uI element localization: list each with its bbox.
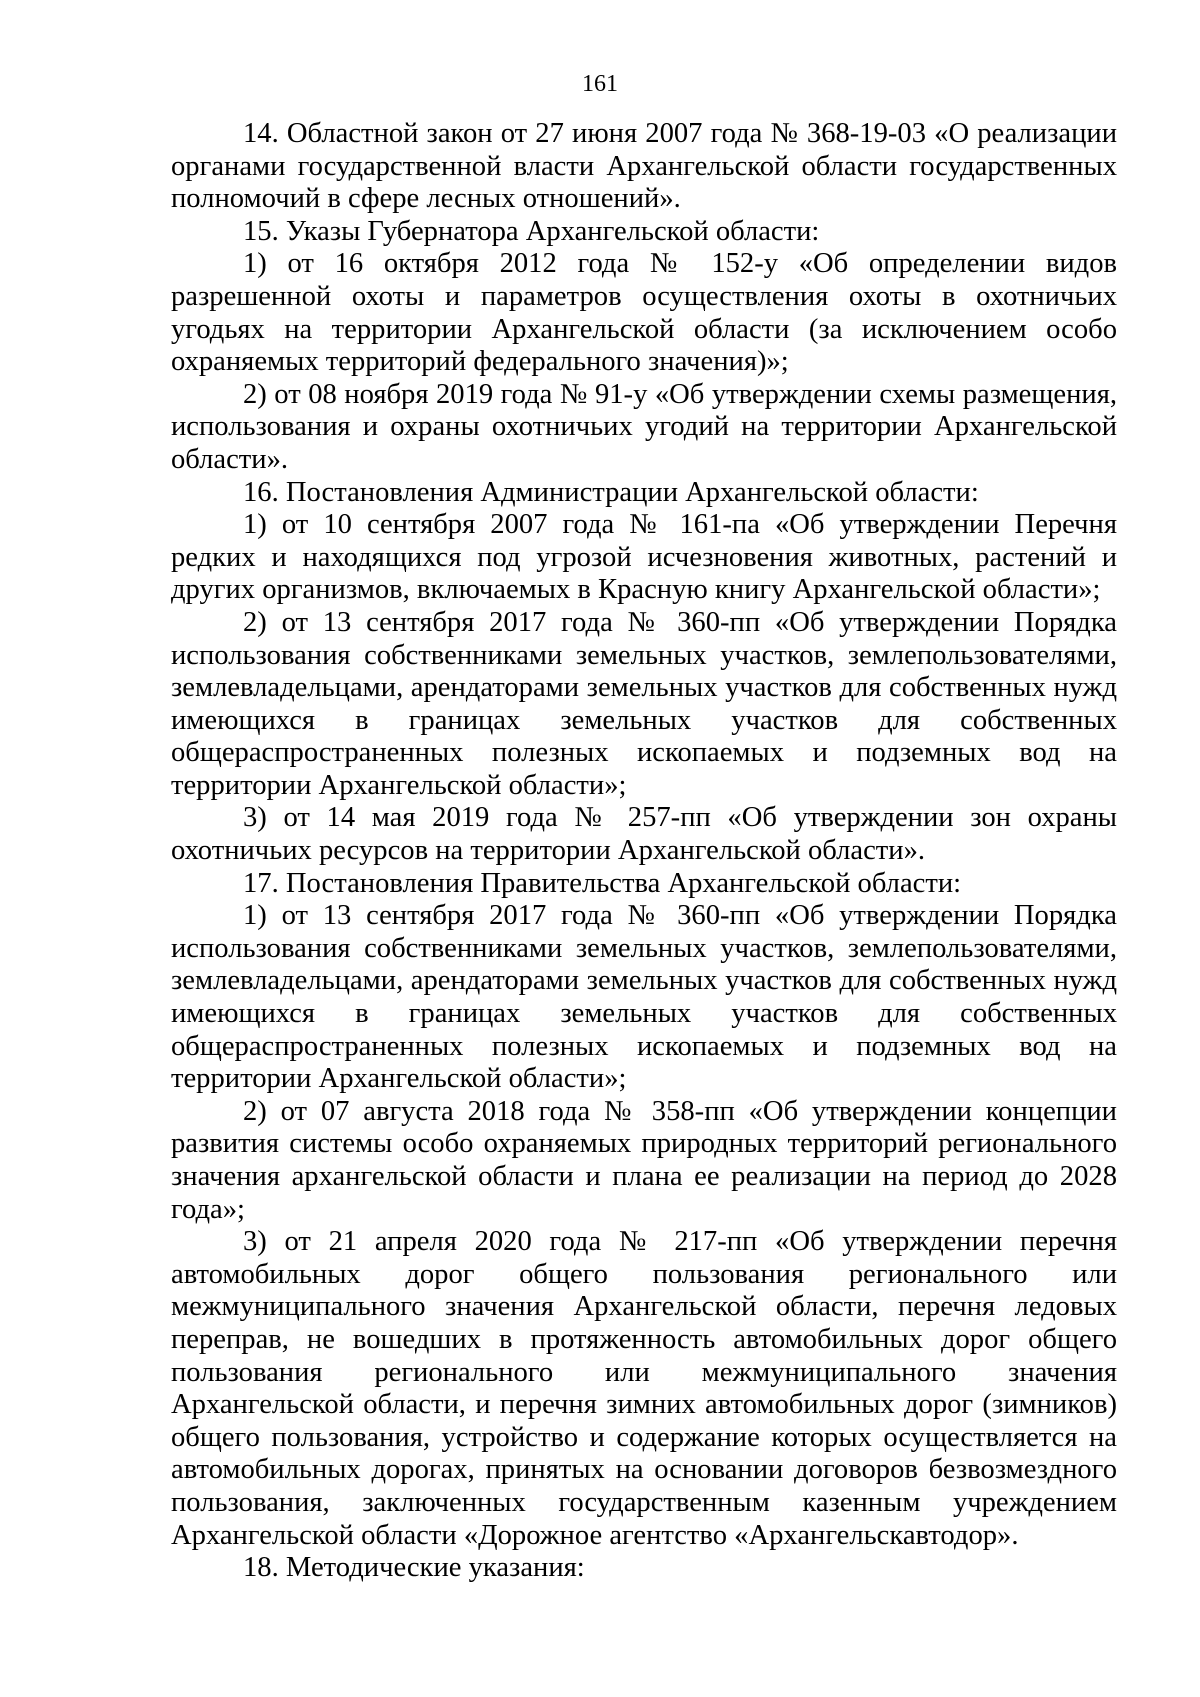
list-item: 2) от 07 августа 2018 года № 358-пп «Об утверждении концепции развития системы особо охраняемых природных территорий регионального значения архангельской области и плана ее реализации на период до 2028 года»; <box>171 1095 1117 1225</box>
list-item: 1) от 16 октября 2012 года № 152-у «Об определении видов разрешенной охоты и параметров осуществления охоты в охотничьих угодьях на территории Архангельской области (за исключением особо охраняемых территорий федерального значения)»; <box>171 248 1117 378</box>
heading-administration-resolutions-16: 16. Постановления Администрации Архангельской области: <box>243 476 979 508</box>
heading-methodical-guidelines-18: 18. Методические указания: <box>243 1552 585 1584</box>
heading-government-resolutions-17: 17. Постановления Правительства Архангельской области: <box>243 867 962 899</box>
paragraph-law-14: 14. Областной закон от 27 июня 2007 года № 368-19-03 «О реализации органами государственной власти Архангельской области государственных полномочий в сфере лесных отношений». <box>171 118 1117 215</box>
heading-governor-decrees-15: 15. Указы Губернатора Архангельской области: <box>243 215 820 247</box>
list-item: 2) от 13 сентября 2017 года № 360-пп «Об утверждении Порядка использования собственниками земельных участков, землепользователями, землевладельцами, арендаторами земельных участков для собственных нужд имеющихся в границах земельных участков для собственных общераспространенных полезных ископаемых и подземных вод на территории Архангельской области»; <box>171 606 1117 801</box>
document-body <box>171 118 1117 1585</box>
list-item: 1) от 13 сентября 2017 года № 360-пп «Об утверждении Порядка использования собственниками земельных участков, землепользователями, землевладельцами, арендаторами земельных участков для собственных нужд имеющихся в границах земельных участков для собственных общераспространенных полезных ископаемых и подземных вод на территории Архангельской области»; <box>171 900 1117 1095</box>
list-item: 3) от 21 апреля 2020 года № 217-пп «Об утверждении перечня автомобильных дорог общего пользования регионального или межмуниципального значения Архангельской области, перечня ледовых переправ, не вошедших в протяженность автомобильных дорог общего пользования регионального или межмуниципального значения Архангельской области, и перечня зимних автомобильных дорог (зимников) общего пользования, устройство и содержание которых осуществляется на автомобильных дорогах, принятых на основании договоров безвозмездного пользования, заключенных государственным казенным учреждением Архангельской области «Дорожное агентство «Архангельскавтодор». <box>171 1226 1117 1551</box>
list-item: 1) от 10 сентября 2007 года № 161-па «Об утверждении Перечня редких и находящихся под угрозой исчезновения животных, растений и других организмов, включаемых в Красную книгу Архангельской области»; <box>171 509 1117 606</box>
list-item: 2) от 08 ноября 2019 года № 91-у «Об утверждении схемы размещения, использования и охраны охотничьих угодий на территории Архангельской области». <box>171 378 1117 475</box>
list-item: 3) от 14 мая 2019 года № 257-пп «Об утверждении зон охраны охотничьих ресурсов на территории Архангельской области». <box>171 802 1117 867</box>
page-number: 161 <box>582 71 618 97</box>
